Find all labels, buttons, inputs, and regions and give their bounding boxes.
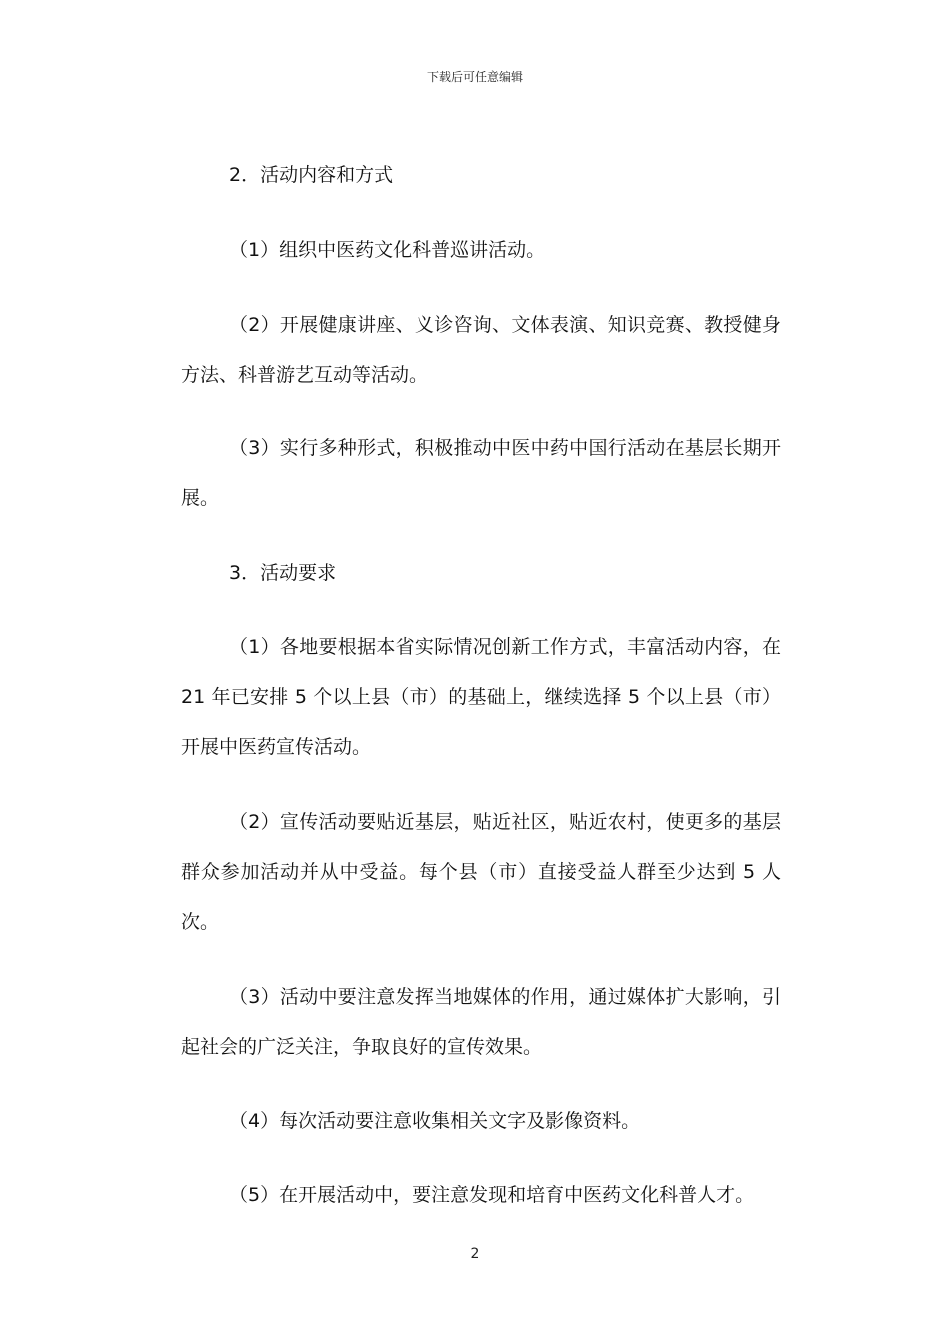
section-heading: 3．活动要求 <box>229 562 337 584</box>
list-item: （3）活动中要注意发挥当地媒体的作用，通过媒体扩大影响，引起社会的广泛关注，争取良好的宣传效果。 <box>181 986 781 1058</box>
section-heading: 2．活动内容和方式 <box>229 164 394 186</box>
list-item: （2）开展健康讲座、义诊咨询、文体表演、知识竞赛、教授健身方法、科普游艺互动等活动。 <box>181 314 781 386</box>
list-item: （1）各地要根据本省实际情况创新工作方式，丰富活动内容，在21 年已安排 5 个以上县（市）的基础上，继续选择 5 个以上县（市）开展中医药宣传活动。 <box>181 636 781 758</box>
list-item: （2）宣传活动要贴近基层，贴近社区，贴近农村，使更多的基层群众参加活动并从中受益。每个县（市）直接受益人群至少达到 5 人次。 <box>181 811 781 933</box>
list-item: （1）组织中医药文化科普巡讲活动。 <box>229 239 546 261</box>
page-header-note: 下载后可任意编辑 <box>426 70 523 84</box>
list-item: （3）实行多种形式，积极推动中医中药中国行活动在基层长期开展。 <box>181 437 781 509</box>
list-item: （5）在开展活动中，要注意发现和培育中医药文化科普人才。 <box>229 1184 755 1206</box>
list-item: （4）每次活动要注意收集相关文字及影像资料。 <box>229 1110 641 1132</box>
page-number: 2 <box>470 1246 480 1262</box>
